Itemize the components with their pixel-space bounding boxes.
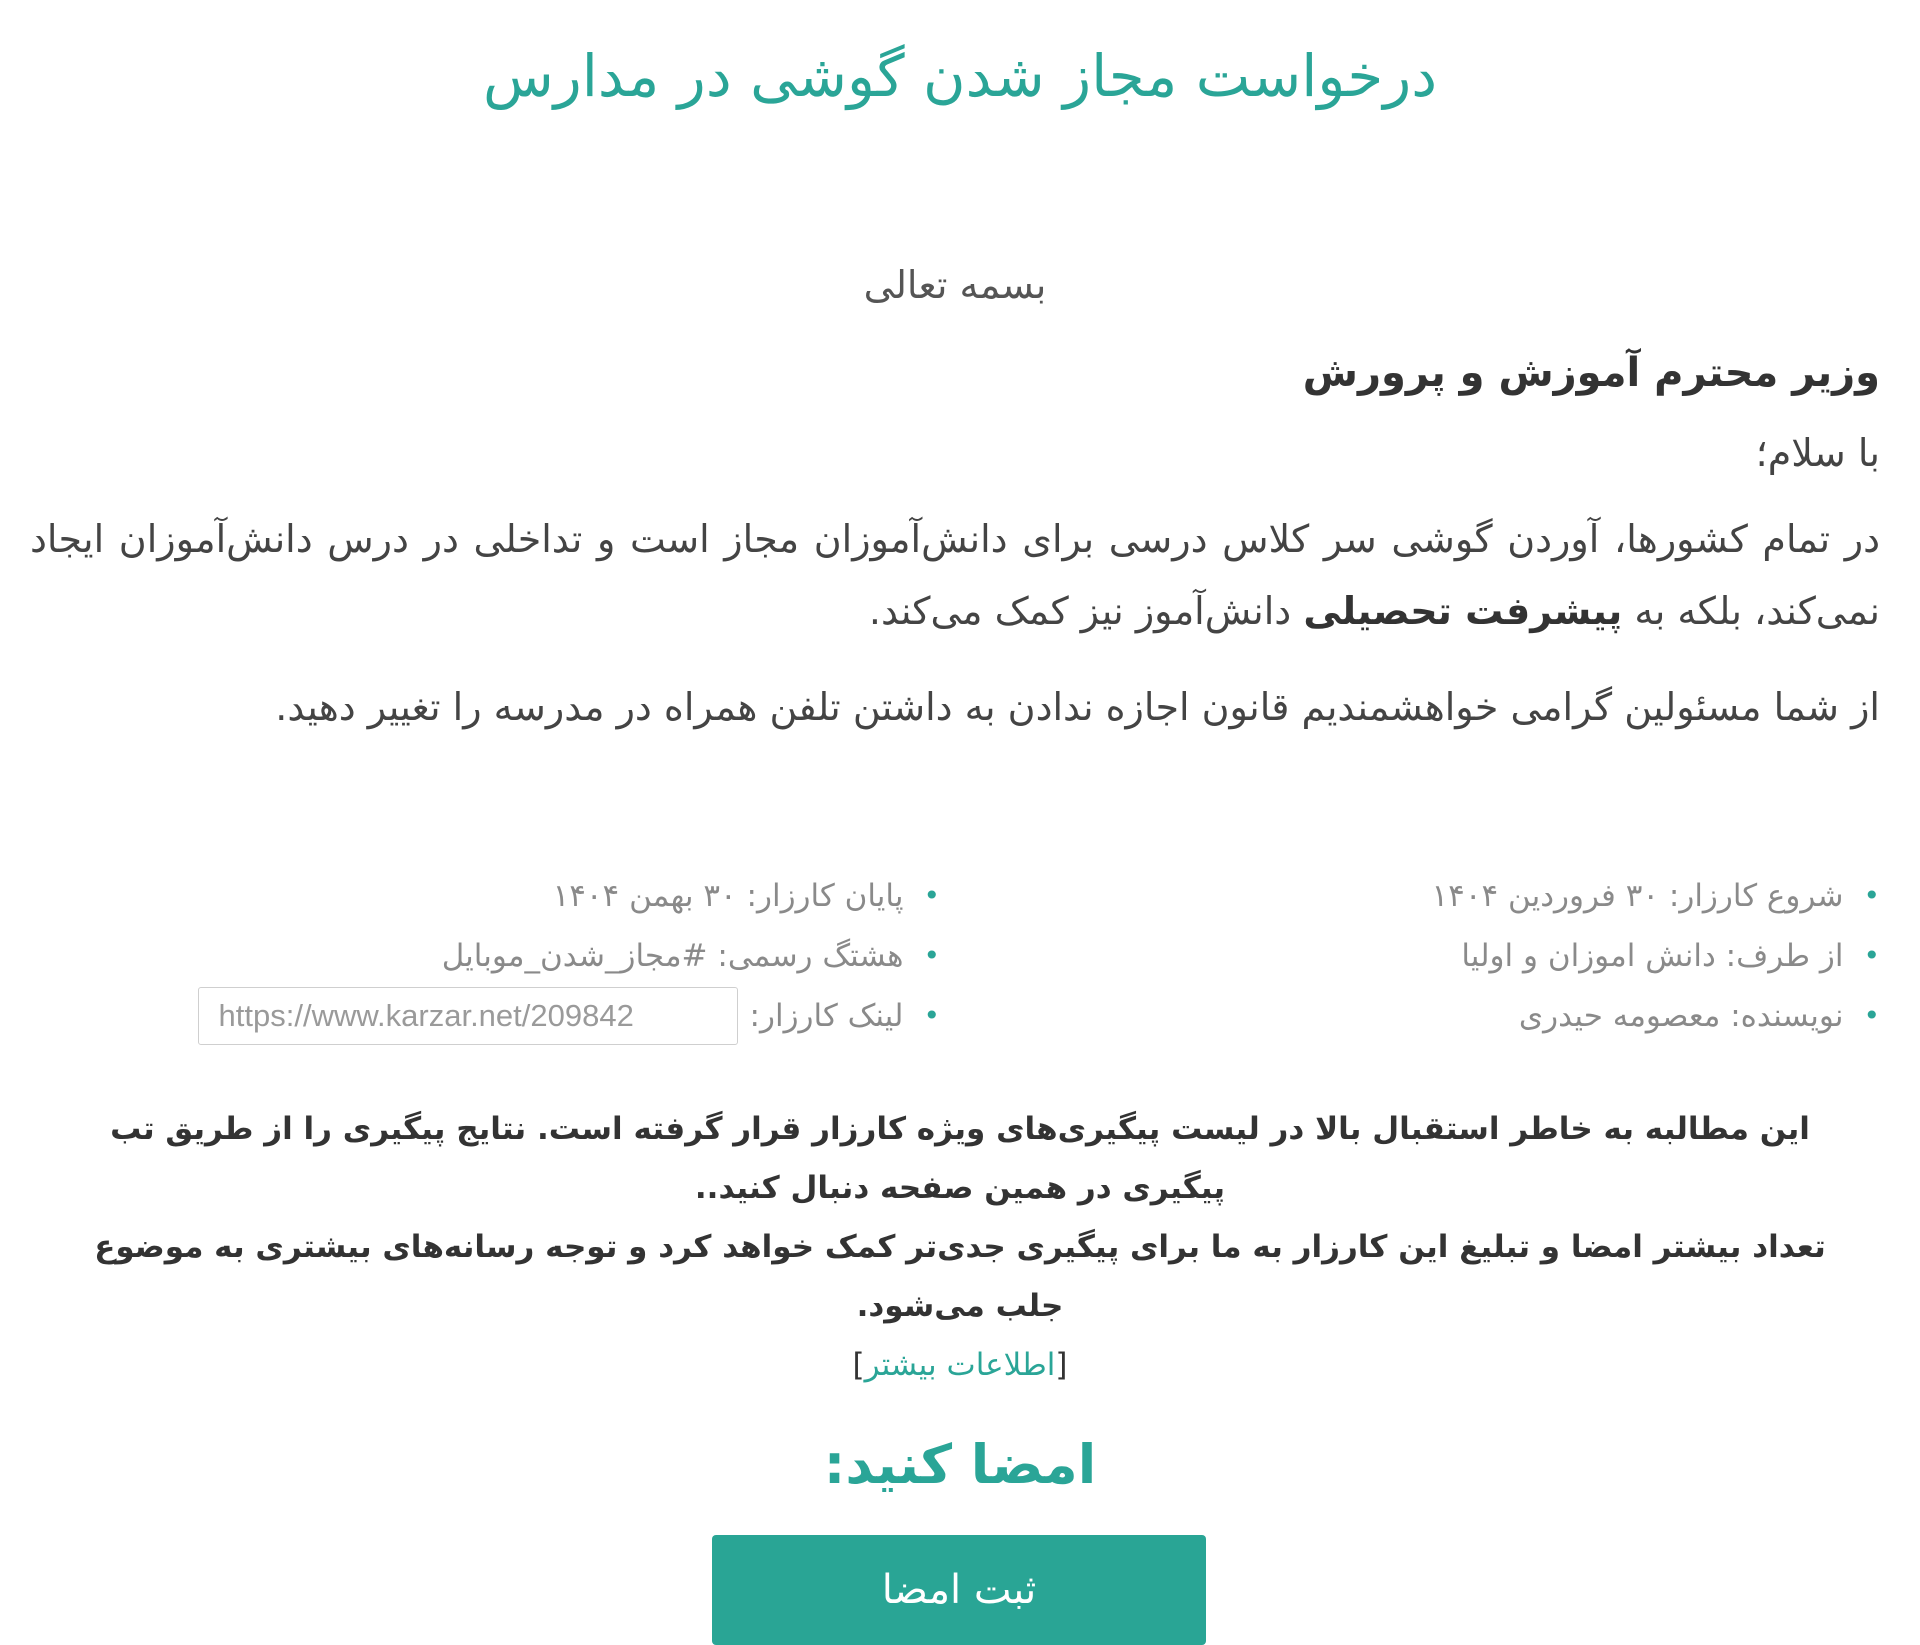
meta-column-right	[1060, 866, 1880, 1046]
paragraph-2: از شما مسئولین گرامی خواهشمندیم قانون اجازه ندادن به داشتن تلفن همراه در مدرسه را تغییر دهید.	[275, 685, 1880, 729]
notice-line-2: تعداد بیشتر امضا و تبلیغ این کارزار به ما برای پیگیری جدی‌تر کمک خواهد کرد و توجه رسانه‌های بیشتری به موضوع جلب می‌شود.	[94, 1229, 1826, 1324]
petition-meta	[180, 866, 1880, 1046]
notice-line-1: این مطالبه به خاطر استقبال بالا در لیست پیگیری‌های ویژه کارزار قرار گرفته است. نتایج پیگیری را از طریق تب پیگیری در همین صفحه دنبال کنید..	[110, 1111, 1810, 1206]
paragraph-1-bold: پیشرفت تحصیلی	[1303, 589, 1623, 633]
meta-column-left	[180, 866, 940, 1046]
submit-signature-button[interactable]: ثبت امضا	[712, 1535, 1206, 1645]
bullet-icon: •	[1863, 999, 1880, 1032]
meta-author	[1060, 986, 1880, 1046]
meta-start-text: شروع کارزار: ۳۰ فروردین ۱۴۰۴	[1431, 878, 1844, 914]
meta-hashtag	[180, 926, 940, 986]
more-info	[60, 1336, 1860, 1395]
meta-author-text: نویسنده: معصومه حیدری	[1518, 998, 1844, 1034]
meta-end-text: پایان کارزار: ۳۰ بهمن ۱۴۰۴	[552, 878, 904, 914]
bullet-icon: •	[1863, 939, 1880, 972]
meta-from-text: از طرف: دانش اموزان و اولیا	[1461, 938, 1844, 974]
bullet-icon: •	[923, 879, 940, 912]
paragraph-1-after: دانش‌آموز نیز کمک می‌کند.	[868, 589, 1304, 633]
paragraph-1-before: در تمام کشورها، آوردن گوشی سر کلاس درسی برای دانش‌آموزان مجاز است و تداخلی در درس دانش‌آموزان ایجاد نمی‌کند، بلکه به	[30, 517, 1880, 633]
meta-end	[180, 866, 940, 926]
salutation: بسمه تعالی	[863, 263, 1047, 307]
greeting: با سلام؛	[1755, 431, 1880, 475]
bullet-icon: •	[923, 939, 940, 972]
follow-up-notice	[60, 1100, 1860, 1395]
addressee: وزیر محترم آموزش و پرورش	[1302, 350, 1880, 396]
sign-heading: امضا کنید:	[823, 1433, 1097, 1496]
petition-link-input[interactable]	[198, 987, 738, 1045]
meta-hashtag-text: هشتگ رسمی: #مجاز_شدن_موبایل	[441, 938, 904, 974]
petition-title: درخواست مجاز شدن گوشی در مدارس	[482, 42, 1438, 110]
petition-body	[30, 255, 1880, 767]
bullet-icon: •	[923, 999, 940, 1032]
meta-link-label: لینک کارزار:	[749, 998, 904, 1034]
meta-link	[180, 986, 940, 1046]
meta-from	[1060, 926, 1880, 986]
more-info-bracket: [	[1055, 1347, 1068, 1383]
more-info-bracket: ]	[852, 1347, 865, 1383]
meta-start	[1060, 866, 1880, 926]
more-info-link[interactable]: اطلاعات بیشتر	[864, 1347, 1056, 1383]
paragraph-1	[30, 503, 1880, 647]
bullet-icon: •	[1863, 879, 1880, 912]
